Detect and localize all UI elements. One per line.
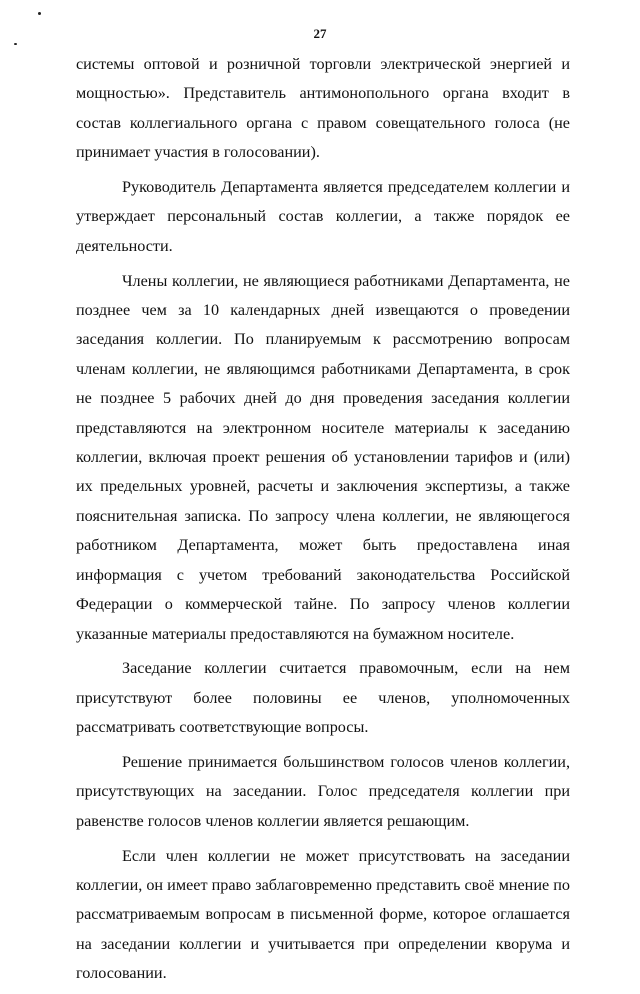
scan-speck: [14, 43, 17, 45]
scan-speck: [38, 12, 41, 15]
paragraph: Заседание коллегии считается правомочным, если на нем присутствуют более половины ее членов, уполномоченных рассматривать соответствующие вопросы.: [76, 659, 570, 737]
paragraph: Члены коллегии, не являющиеся работниками Департамента, не позднее чем за 10 календарных дней извещаются о проведении заседания коллегии. По планируемым к рассмотрению вопросам членам коллегии, не являющимся работниками Департамента, в срок не позднее 5 рабочих дней до дня проведения заседания коллегии представляются на электронном носителе материалы к заседанию коллегии, включая проект решения об установлении тарифов и (или) их предельных уровней, расчеты и заключения экспертизы, а также пояснительная записка. По запросу члена коллегии, не являющегося работником Департамента, может быть предоставлена иная информация с учетом требований законодательства Российской Федерации о коммерческой тайне. По запросу членов коллегии указанные материалы предоставляются на бумажном носителе.: [76, 271, 570, 643]
paragraph: Решение принимается большинством голосов членов коллегии, присутствующих на заседании. Голос председателя коллегии при равенстве голосов членов коллегии является решающим.: [76, 752, 570, 830]
paragraph: системы оптовой и розничной торговли электрической энергией и мощностью». Представитель антимонопольного органа входит в состав коллегиального органа с правом совещательного голоса (не принимает участия в голосовании).: [76, 55, 570, 162]
document-body: [76, 50, 570, 994]
paragraph: Руководитель Департамента является председателем коллегии и утверждает персональный состав коллегии, а также порядок ее деятельности.: [76, 178, 570, 255]
paragraph: Если член коллегии не может присутствовать на заседании коллегии, он имеет право заблаговременно представить своё мнение по рассматриваемым вопросам в письменной форме, которое оглашается на заседании коллегии и учитывается при определении кворума и голосовании.: [76, 846, 570, 983]
page-number: 27: [313, 26, 327, 41]
